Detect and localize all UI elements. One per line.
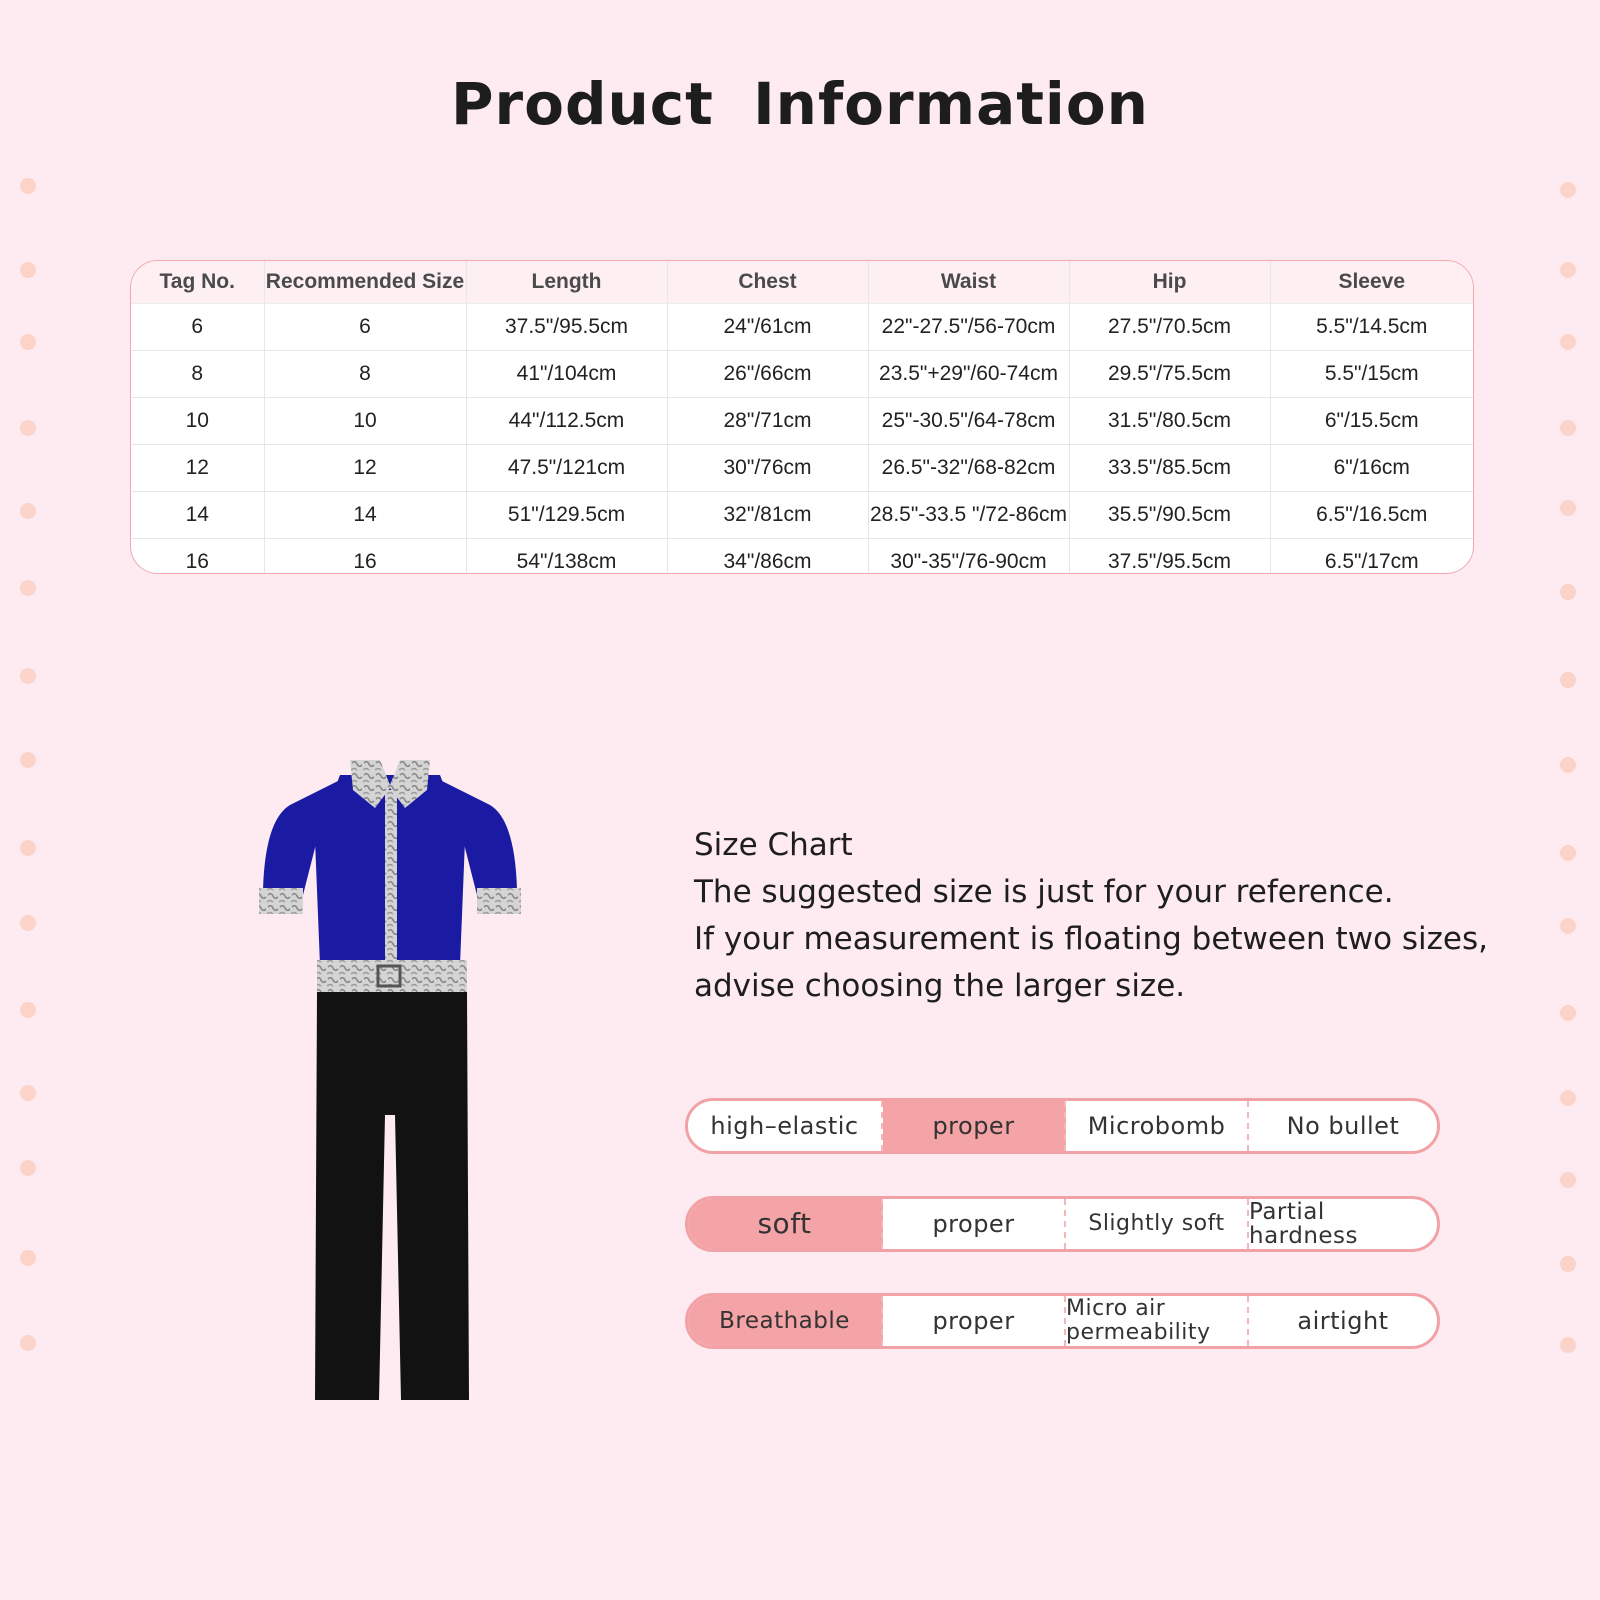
table-cell: 6 — [264, 304, 466, 351]
table-cell: 10 — [131, 398, 264, 445]
table-cell: 12 — [264, 445, 466, 492]
table-cell: 34"/86cm — [667, 539, 868, 575]
right-cuff — [477, 888, 521, 914]
decor-dot — [1560, 182, 1576, 198]
decor-dot — [20, 262, 36, 278]
table-cell: 37.5"/95.5cm — [1069, 539, 1270, 575]
right-dot-border — [1560, 0, 1580, 1600]
feature-option: Microbomb — [1066, 1101, 1249, 1151]
table-cell: 26"/66cm — [667, 351, 868, 398]
decor-dot — [20, 178, 36, 194]
feature-option: Slightly soft — [1066, 1199, 1249, 1249]
decor-dot — [20, 1250, 36, 1266]
table-cell: 12 — [131, 445, 264, 492]
column-header: Sleeve — [1270, 261, 1473, 304]
decor-dot — [1560, 584, 1576, 600]
decor-dot — [20, 668, 36, 684]
table-cell: 16 — [264, 539, 466, 575]
table-row — [131, 398, 1473, 445]
table-cell: 14 — [264, 492, 466, 539]
table-cell: 6"/15.5cm — [1270, 398, 1473, 445]
table-cell: 8 — [131, 351, 264, 398]
table-cell: 14 — [131, 492, 264, 539]
table-cell: 22"-27.5"/56-70cm — [868, 304, 1069, 351]
table-cell: 27.5"/70.5cm — [1069, 304, 1270, 351]
table-row — [131, 351, 1473, 398]
decor-dot — [1560, 757, 1576, 773]
table-cell: 30"/76cm — [667, 445, 868, 492]
decor-dot — [20, 1160, 36, 1176]
feature-option: No bullet — [1286, 1112, 1400, 1140]
info-line: If your measurement is floating between two sizes, — [694, 921, 1488, 957]
table-cell: 28"/71cm — [667, 398, 868, 445]
feature-option-selected: proper — [883, 1101, 1066, 1151]
info-heading: Size Chart — [694, 827, 853, 863]
decor-dot — [20, 1335, 36, 1351]
table-cell: 51"/129.5cm — [466, 492, 667, 539]
feature-option: Micro air permeability — [1066, 1296, 1249, 1346]
table-cell: 44"/112.5cm — [466, 398, 667, 445]
table-cell: 41"/104cm — [466, 351, 667, 398]
feature-option: Partial hardness — [1249, 1199, 1359, 1249]
decor-dot — [1560, 334, 1576, 350]
table-cell: 26.5"-32"/68-82cm — [868, 445, 1069, 492]
left-dot-border — [20, 0, 40, 1600]
table-cell: 32"/81cm — [667, 492, 868, 539]
table-cell: 24"/61cm — [667, 304, 868, 351]
feature-option: airtight — [1297, 1307, 1389, 1335]
table-cell: 25"-30.5"/64-78cm — [868, 398, 1069, 445]
decor-dot — [1560, 420, 1576, 436]
column-header: Hip — [1069, 261, 1270, 304]
decor-dot — [1560, 1090, 1576, 1106]
column-header: Chest — [667, 261, 868, 304]
decor-dot — [20, 503, 36, 519]
decor-dot — [1560, 500, 1576, 516]
decor-dot — [20, 334, 36, 350]
table-cell: 16 — [131, 539, 264, 575]
info-line: The suggested size is just for your reference. — [694, 874, 1394, 910]
table-header-row — [131, 261, 1473, 304]
info-line: advise choosing the larger size. — [694, 968, 1186, 1004]
table-row — [131, 304, 1473, 351]
column-header: Length — [466, 261, 667, 304]
table-cell: 6.5"/16.5cm — [1270, 492, 1473, 539]
column-header: Tag No. — [131, 261, 264, 304]
pants — [315, 992, 469, 1400]
feature-option-selected: soft — [688, 1199, 883, 1249]
table-cell: 6 — [131, 304, 264, 351]
table-cell: 31.5"/80.5cm — [1069, 398, 1270, 445]
feature-option: high–elastic — [688, 1101, 883, 1151]
decor-dot — [1560, 672, 1576, 688]
decor-dot — [20, 580, 36, 596]
page-title: Product Information — [451, 70, 1149, 138]
jumpsuit-illustration — [255, 760, 525, 1410]
table-cell: 8 — [264, 351, 466, 398]
table-cell: 5.5"/14.5cm — [1270, 304, 1473, 351]
table-cell: 47.5"/121cm — [466, 445, 667, 492]
breathability-scale — [685, 1293, 1440, 1349]
decor-dot — [1560, 1337, 1576, 1353]
placket — [385, 790, 397, 970]
table-cell: 6.5"/17cm — [1270, 539, 1473, 575]
feature-option: proper — [883, 1296, 1066, 1346]
softness-scale — [685, 1196, 1440, 1252]
left-cuff — [259, 888, 303, 914]
size-table-container — [130, 260, 1474, 574]
decor-dot — [1560, 1256, 1576, 1272]
table-row — [131, 539, 1473, 575]
table-cell: 29.5"/75.5cm — [1069, 351, 1270, 398]
elasticity-scale — [685, 1098, 1440, 1154]
size-chart-note — [694, 822, 1494, 1010]
table-cell: 33.5"/85.5cm — [1069, 445, 1270, 492]
decor-dot — [20, 1085, 36, 1101]
table-cell: 35.5"/90.5cm — [1069, 492, 1270, 539]
table-cell: 54"/138cm — [466, 539, 667, 575]
decor-dot — [1560, 918, 1576, 934]
table-cell: 30"-35"/76-90cm — [868, 539, 1069, 575]
decor-dot — [1560, 845, 1576, 861]
decor-dot — [1560, 1172, 1576, 1188]
decor-dot — [20, 420, 36, 436]
table-cell: 10 — [264, 398, 466, 445]
column-header: Recommended Size — [264, 261, 466, 304]
table-cell: 23.5"+29"/60-74cm — [868, 351, 1069, 398]
feature-option-selected: Breathable — [688, 1296, 883, 1346]
decor-dot — [20, 1002, 36, 1018]
table-row — [131, 445, 1473, 492]
decor-dot — [20, 840, 36, 856]
table-cell: 37.5"/95.5cm — [466, 304, 667, 351]
column-header: Waist — [868, 261, 1069, 304]
decor-dot — [1560, 262, 1576, 278]
size-table — [131, 261, 1473, 574]
decor-dot — [1560, 1005, 1576, 1021]
table-cell: 5.5"/15cm — [1270, 351, 1473, 398]
decor-dot — [20, 915, 36, 931]
table-row — [131, 492, 1473, 539]
table-cell: 6"/16cm — [1270, 445, 1473, 492]
decor-dot — [20, 752, 36, 768]
table-cell: 28.5"-33.5 "/72-86cm — [868, 492, 1069, 539]
feature-option: proper — [883, 1199, 1066, 1249]
